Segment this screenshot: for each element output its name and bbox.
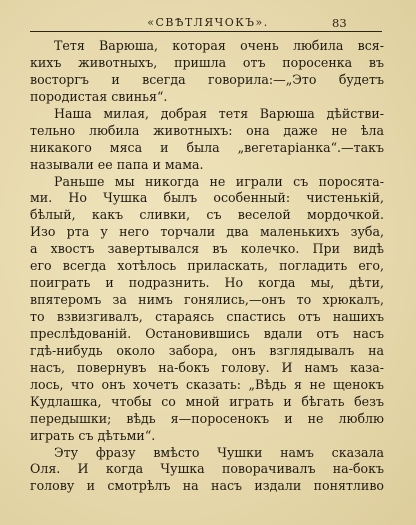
text-line: поиграть и подразнить. Но когда мы, дѣти, — [30, 275, 384, 291]
text-line: Кудлашка, чтобы со мной играть и бѣгать безъ — [30, 393, 384, 409]
text-line: преслѣдованій. Остановившись вдали отъ насъ — [30, 325, 384, 341]
page-number: 83 — [332, 16, 347, 30]
header-rule — [30, 31, 382, 32]
text-line: тельно любила животныхъ: она даже не ѣла — [30, 122, 384, 138]
text-line: гдѣ-нибудь около забора, онъ взглядывалъ на — [30, 342, 384, 358]
text-line: Раньше мы никогда не играли съ поросята- — [54, 173, 384, 189]
text-line: то взвизгивалъ, стараясь спастись отъ нашихъ — [30, 309, 384, 324]
text-line: а хвостъ завертывался въ колечко. При видѣ — [30, 241, 384, 257]
text-line: играть съ дѣтьми“. — [30, 427, 156, 443]
text-line: Оля. И когда Чушка поворачивалъ на-бокъ — [30, 461, 384, 477]
body-text — [30, 38, 384, 495]
text-line: называли ее папа и мама. — [30, 156, 204, 172]
text-line: голову и смотрѣлъ на насъ издали понятливо — [30, 478, 384, 494]
text-line: породистая свинья“. — [30, 88, 168, 104]
text-line: насъ, повернувъ на-бокъ голову. И намъ каза- — [30, 359, 384, 375]
text-line: кихъ животныхъ, пришла отъ поросенка въ — [30, 54, 384, 70]
text-line: впятеромъ за нимъ гонялись,—онъ то хрюкалъ, — [30, 292, 384, 308]
text-line: Тетя Варюша, которая очень любила вся- — [54, 38, 384, 53]
text-line: ми. Но Чушка былъ особенный: чистенькій, — [30, 190, 384, 206]
text-line: лось, что онъ хочетъ сказать: „Вѣдь я не щенокъ — [30, 376, 384, 392]
text-line: Наша милая, добрая тетя Варюша дѣйстви- — [54, 105, 384, 121]
text-line: его всегда хотѣлось приласкать, погладить его, — [30, 258, 384, 274]
text-line: передышки; вѣдь я—поросенокъ и не люблю — [30, 410, 384, 426]
running-title: «СВѢТЛЯЧОКЪ». — [147, 16, 269, 29]
text-line: Изо рта у него торчали два маленькихъ зуба, — [30, 224, 384, 240]
text-line: бѣлый, какъ сливки, съ веселой мордочкой. — [30, 207, 384, 223]
text-line: восторгъ и всегда говорила:—„Это будетъ — [30, 71, 384, 87]
text-line: Эту фразу вмѣсто Чушки намъ сказала — [54, 444, 384, 460]
text-line: никакого мяса и была „вегетаріанка“.—такъ — [30, 139, 384, 155]
